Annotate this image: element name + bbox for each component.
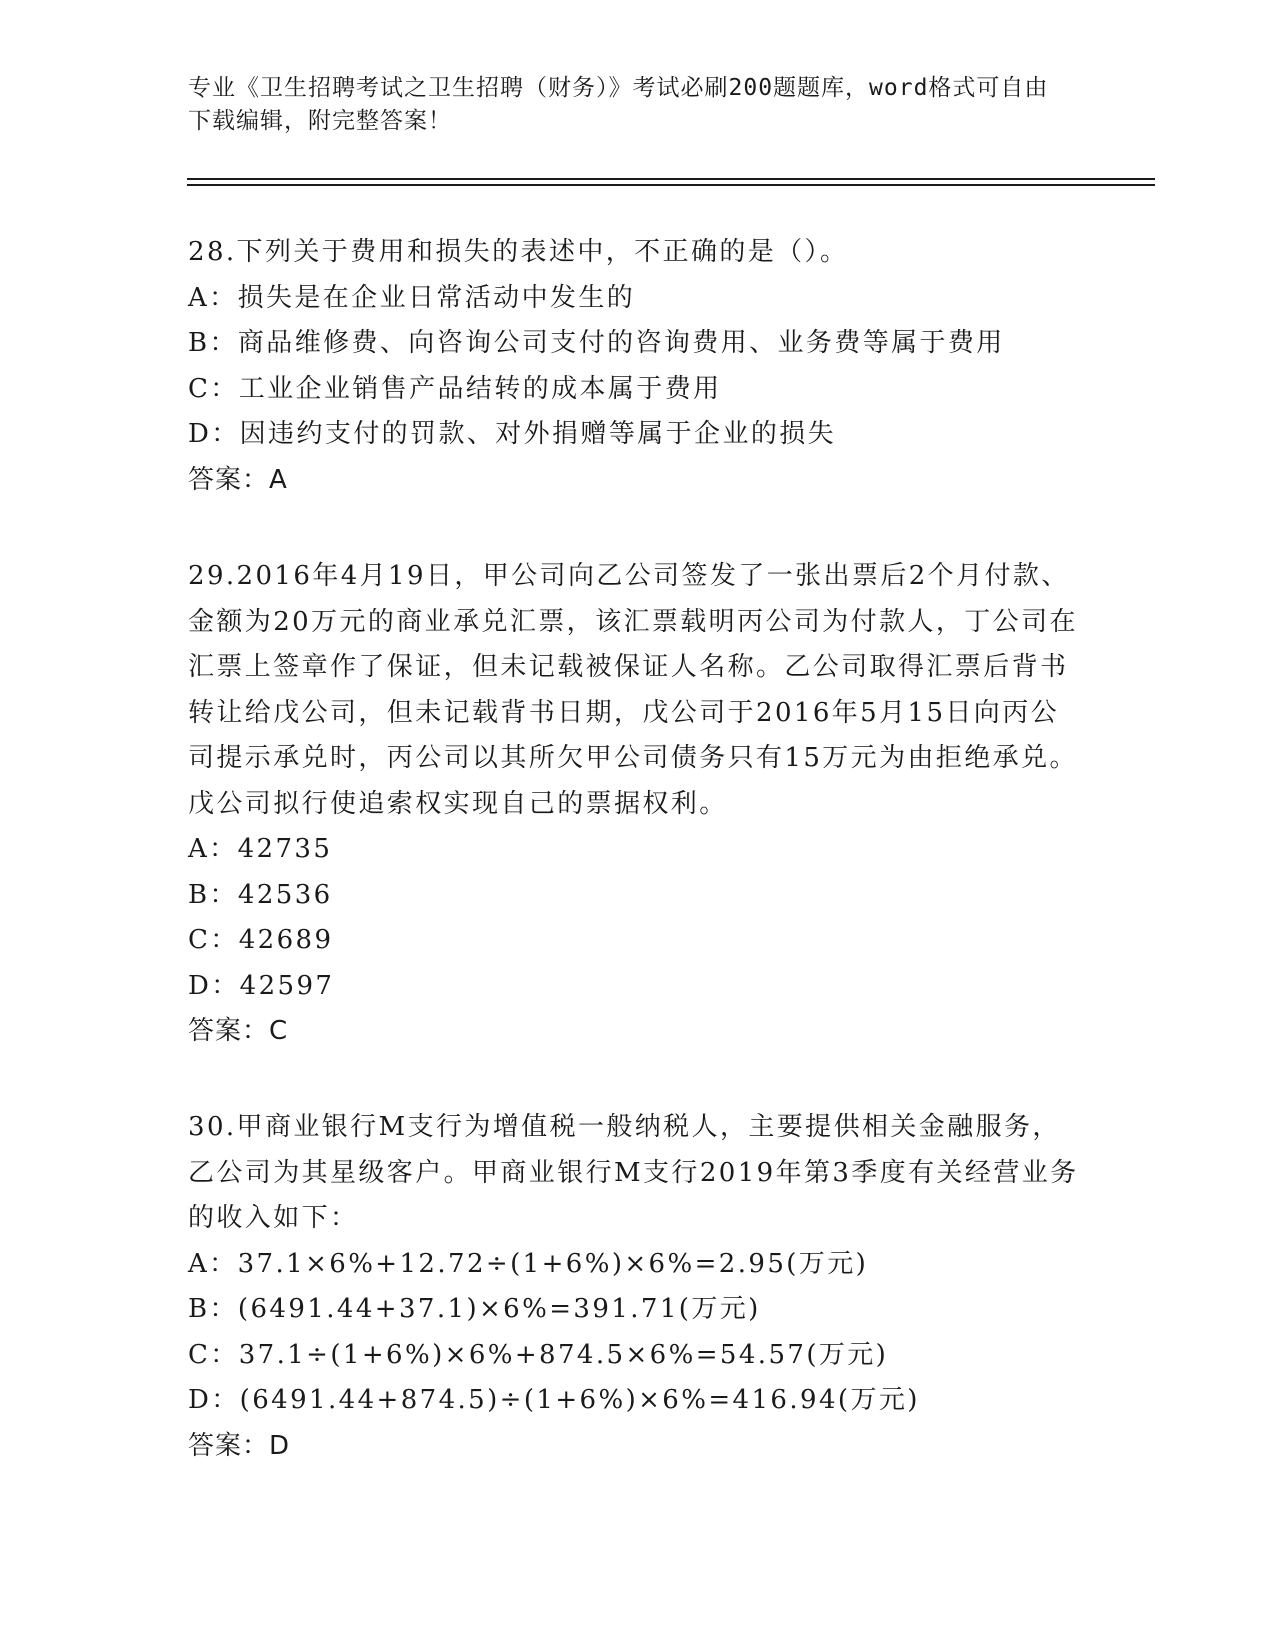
question-stem: 28.下列关于费用和损失的表述中，不正确的是（）。 xyxy=(188,237,849,267)
answer: 答案：A xyxy=(188,464,288,495)
option-b: B：42536 xyxy=(188,879,333,910)
option-a: A：损失是在企业日常活动中发生的 xyxy=(188,282,636,313)
option-c: C：37.1÷(1+6%)×6%+874.5×6%=54.57(万元) xyxy=(188,1339,889,1370)
option-b: B：(6491.44+37.1)×6%=391.71(万元) xyxy=(188,1294,761,1324)
option-a: A：37.1×6%+12.72÷(1+6%)×6%=2.95(万元) xyxy=(188,1248,869,1279)
option-d: D：(6491.44+874.5)÷(1+6%)×6%=416.94(万元) xyxy=(188,1385,920,1415)
question-29 xyxy=(188,554,1083,1055)
question-stem: 29.2016年4月19日，甲公司向乙公司签发了一张出票后2个月付款、金额为20万元的商业承兑汇票，该汇票载明丙公司为付款人，丁公司在汇票上签章作了保证，但未记载被保证人名称。乙公司取得汇票后背书转让给戊公司，但未记载背书日期，戊公司于2016年5月15日向丙公司提示承兑时，丙公司以其所欠甲公司债务只有15万元为由拒绝承兑。戊公司拟行使追索权实现自己的票据权利。 xyxy=(188,561,1078,819)
header-divider-bottom xyxy=(187,184,1155,186)
option-c: C：42689 xyxy=(188,925,334,955)
question-28 xyxy=(188,230,1083,503)
question-stem: 30.甲商业银行M支行为增值税一般纳税人，主要提供相关金融服务，乙公司为其星级客户。甲商业银行M支行2019年第3季度有关经营业务的收入如下： xyxy=(188,1112,1079,1233)
answer: 答案：D xyxy=(188,1430,291,1461)
option-a: A：42735 xyxy=(188,834,333,864)
option-d: D：因违约支付的罚款、对外捐赠等属于企业的损失 xyxy=(188,419,837,449)
header-divider-top xyxy=(187,178,1155,180)
option-b: B：商品维修费、向咨询公司支付的咨询费用、业务费等属于费用 xyxy=(188,328,1005,358)
header-text: 专业《卫生招聘考试之卫生招聘（财务）》考试必刷200题题库，word格式可自由下载编辑，附完整答案！ xyxy=(188,75,1049,134)
option-d: D：42597 xyxy=(188,970,335,1001)
document-header xyxy=(188,72,1068,138)
question-30 xyxy=(188,1105,1083,1469)
answer: 答案：C xyxy=(188,1016,289,1046)
option-c: C：工业企业销售产品结转的成本属于费用 xyxy=(188,373,722,404)
